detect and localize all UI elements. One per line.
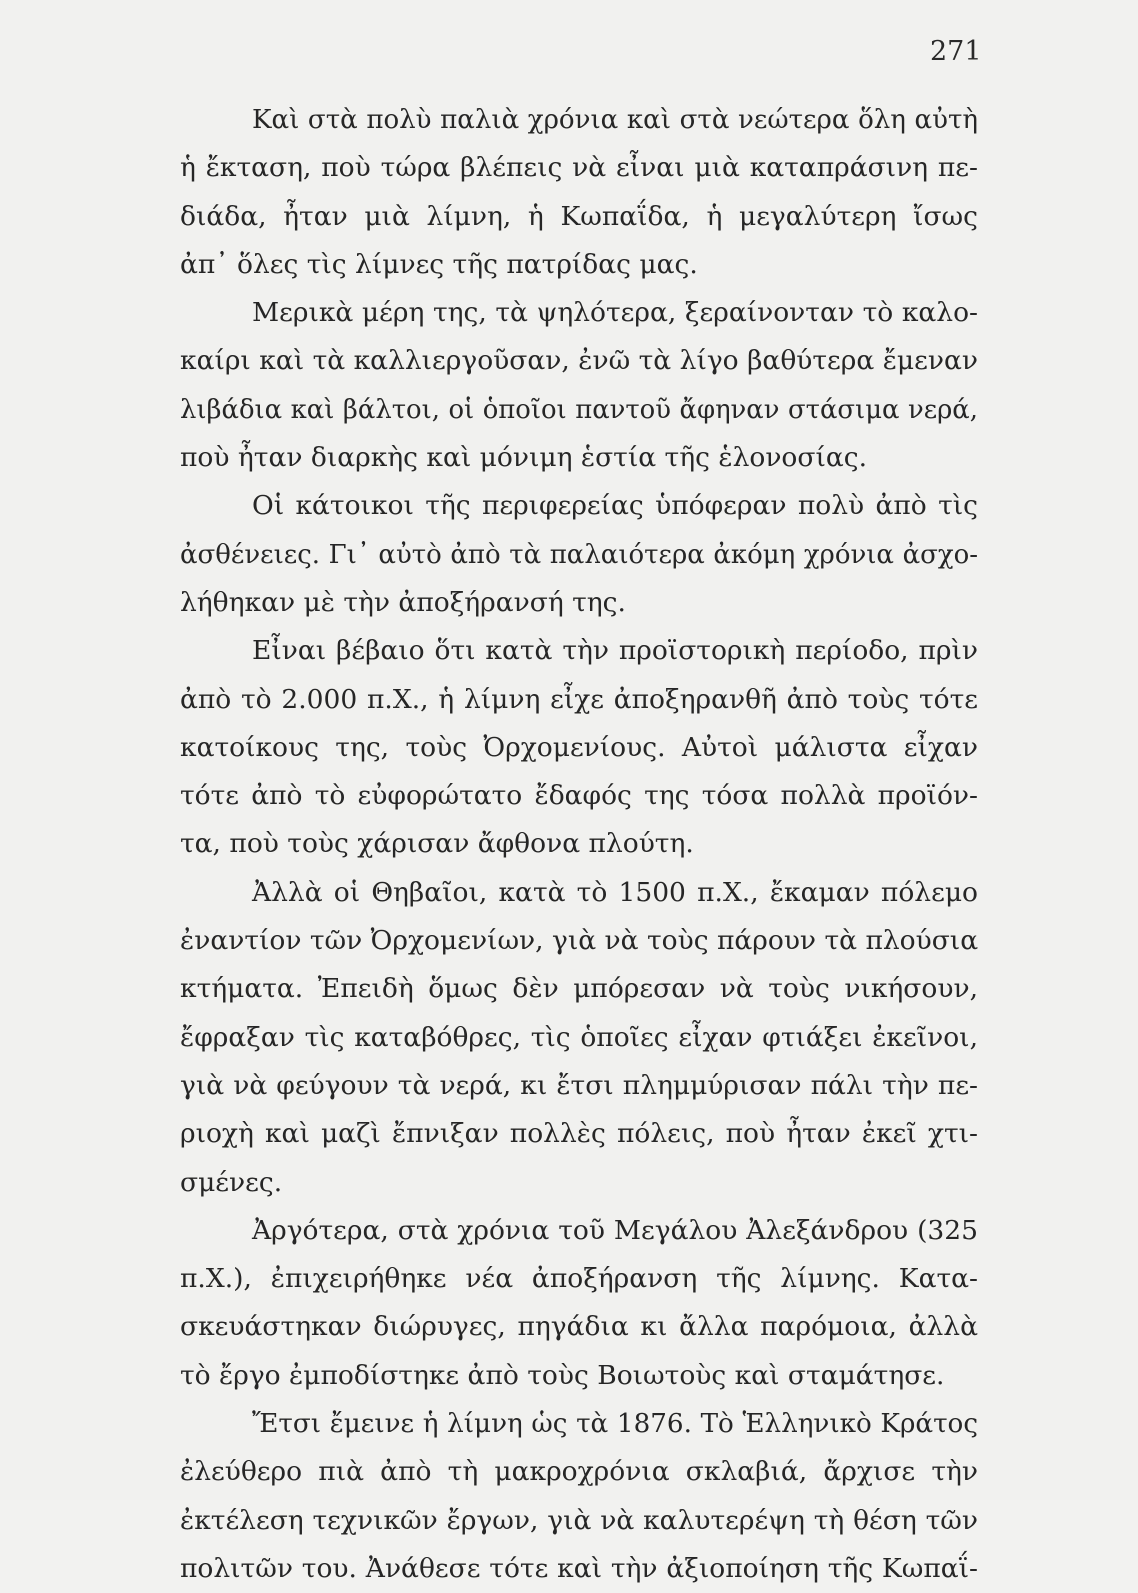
text-line: Μερικὰ μέρη της, τὰ ψηλότερα, ξεραίνονταν τὸ καλο- xyxy=(252,297,978,329)
text-line: ἐκτέλεση τεχνικῶν ἔργων, γιὰ νὰ καλυτερέψη τὴ θέση τῶν xyxy=(180,1504,978,1536)
text-line: σκευάστηκαν διώρυγες, πηγάδια κι ἄλλα παρόμοια, ἀλλὰ xyxy=(180,1311,978,1343)
text-line: πολιτῶν του. Ἀνάθεσε τότε καὶ τὴν ἀξιοποίηση τῆς Κωπαΐ- xyxy=(180,1552,978,1584)
text-line: ριοχὴ καὶ μαζὶ ἔπνιξαν πολλὲς πόλεις, ποὺ ἦταν ἐκεῖ χτι- xyxy=(180,1118,978,1150)
text-line: Καὶ στὰ πολὺ παλιὰ χρόνια καὶ στὰ νεώτερα ὅλη αὐτὴ xyxy=(252,105,978,135)
text-line: ἀπὸ τὸ 2.000 π.Χ., ἡ λίμνη εἶχε ἀποξηρανθῆ ἀπὸ τοὺς τότε xyxy=(180,683,978,715)
text-line: ἔφραξαν τὶς καταβόθρες, τὶς ὁποῖες εἶχαν φτιάξει ἐκεῖνοι, xyxy=(180,1021,978,1053)
text-line: ἀσθένειες. Γι᾽ αὐτὸ ἀπὸ τὰ παλαιότερα ἀκόμη χρόνια ἀσχο- xyxy=(180,539,978,570)
text-line: τὸ ἔργο ἐμποδίστηκε ἀπὸ τοὺς Βοιωτοὺς καὶ σταμάτησε. xyxy=(180,1359,945,1391)
text-line: Εἶναι βέβαιο ὅτι κατὰ τὴν προϊστορικὴ περίοδο, πρὶν xyxy=(252,635,978,667)
paragraph-4 xyxy=(108,627,978,868)
paragraph-3 xyxy=(108,482,978,627)
text-line: ποὺ ἦταν διαρκὴς καὶ μόνιμη ἑστία τῆς ἑλονοσίας. xyxy=(180,442,868,474)
paragraph-2 xyxy=(108,289,978,482)
paragraph-1 xyxy=(108,96,978,289)
text-line: τότε ἀπὸ τὸ εὐφορώτατο ἔδαφός της τόσα πολλὰ προϊόν- xyxy=(180,780,978,812)
text-line: σμένες. xyxy=(180,1166,283,1198)
text-line: κατοίκους της, τοὺς Ὀρχομενίους. Αὐτοὶ μάλιστα εἶχαν xyxy=(180,731,978,763)
text-line: ἐλεύθερο πιὰ ἀπὸ τὴ μακροχρόνια σκλαβιά, ἄρχισε τὴν xyxy=(180,1456,978,1488)
text-line: Ἔτσι ἔμεινε ἡ λίμνη ὡς τὰ 1876. Τὸ Ἑλληνικὸ Κράτος xyxy=(252,1409,978,1440)
text-line: καίρι καὶ τὰ καλλιεργοῦσαν, ἐνῶ τὰ λίγο βαθύτερα ἔμεναν xyxy=(180,345,978,377)
text-line: τα, ποὺ τοὺς χάρισαν ἄφθονα πλούτη. xyxy=(180,828,694,860)
text-line: Ἀλλὰ οἱ Θηβαῖοι, κατὰ τὸ 1500 π.Χ., ἔκαμαν πόλεμο xyxy=(252,876,978,908)
paragraph-7 xyxy=(108,1400,978,1593)
text-line: Οἱ κάτοικοι τῆς περιφερείας ὑπόφεραν πολὺ ἀπὸ τὶς xyxy=(252,490,978,522)
text-line: Ἀργότερα, στὰ χρόνια τοῦ Μεγάλου Ἀλεξάνδρου (325 xyxy=(252,1214,978,1246)
text-line: λήθηκαν μὲ τὴν ἀποξήρανσή της. xyxy=(180,586,626,618)
page-number: 271 xyxy=(930,36,982,67)
text-line: ἀπ᾽ ὅλες τὶς λίμνες τῆς πατρίδας μας. xyxy=(180,248,698,280)
text-line: λιβάδια καὶ βάλτοι, οἱ ὁποῖοι παντοῦ ἄφηναν στάσιμα νερά, xyxy=(180,394,978,425)
text-line: ἐναντίον τῶν Ὀρχομενίων, γιὰ νὰ τοὺς πάρουν τὰ πλούσια xyxy=(180,925,979,957)
text-line: κτήματα. Ἐπειδὴ ὅμως δὲν μπόρεσαν νὰ τοὺς νικήσουν, xyxy=(180,973,978,1005)
paragraph-6 xyxy=(108,1207,978,1400)
text-line: διάδα, ἦταν μιὰ λίμνη, ἡ Κωπαΐδα, ἡ μεγαλύτερη ἴσως xyxy=(180,200,978,232)
body-text xyxy=(108,96,978,1593)
paragraph-5 xyxy=(108,869,978,1207)
text-line: π.Χ.), ἐπιχειρήθηκε νέα ἀποξήρανση τῆς λίμνης. Κατα- xyxy=(180,1263,978,1295)
text-line: ἡ ἔκταση, ποὺ τώρα βλέπεις νὰ εἶναι μιὰ καταπράσινη πε- xyxy=(180,152,978,184)
text-line: γιὰ νὰ φεύγουν τὰ νερά, κι ἔτσι πλημμύρισαν πάλι τὴν πε- xyxy=(180,1069,978,1101)
